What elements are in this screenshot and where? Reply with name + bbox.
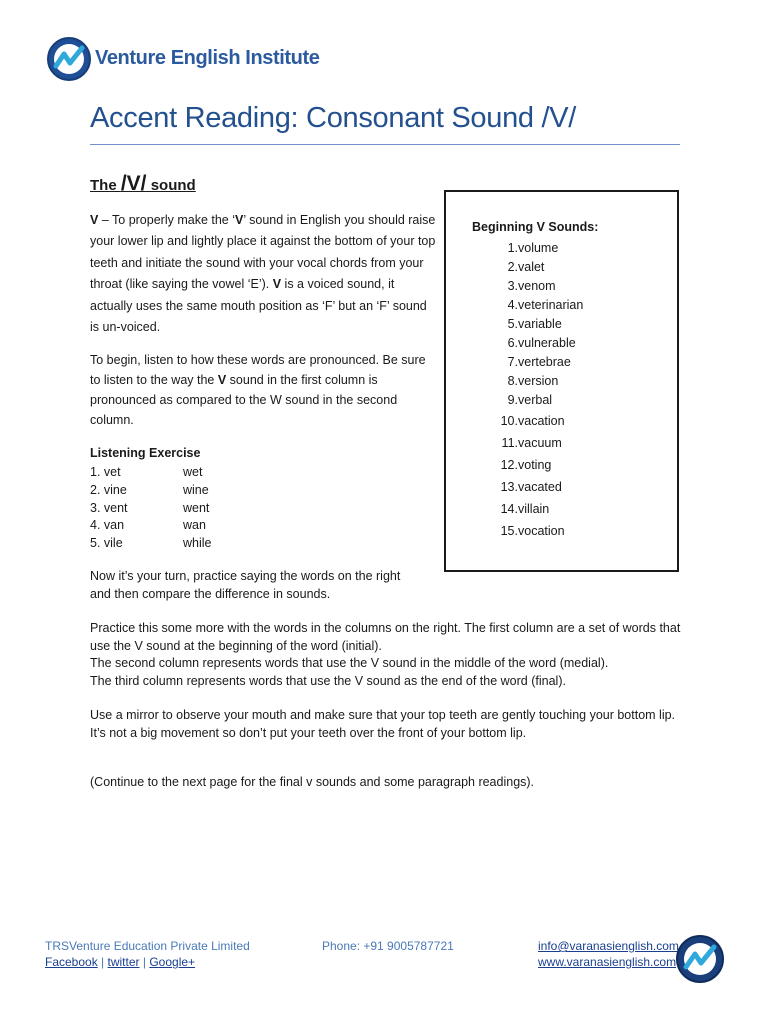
footer-phone: Phone: +91 9005787721 [322, 939, 454, 953]
turn-paragraph: Now it’s your turn, practice saying the words on the right and then compare the difference in sounds. [90, 569, 401, 601]
practice-line: The third column represents words that use the V sound as the end of the word (final). [90, 673, 566, 688]
facebook-link[interactable]: Facebook [45, 955, 98, 969]
word-list-box [444, 190, 679, 572]
listening-row: 3. vent went [90, 501, 210, 515]
intro-paragraph: V – To properly make the ‘V’ sound in English you should raise your lower lip and lightly place it against the bottom of your top teeth and initiate the sound with your vocal chords from your throat (like saying the vowel ‘E’). V is a voiced sound, it actually uses the same mouth position as ‘F’ but an ‘F’ sound is un-voiced. [90, 213, 436, 335]
listening-row: 4. van wan [90, 518, 206, 532]
practice-line: The second column represents words that use the V sound in the middle of the word (medial). [90, 656, 609, 670]
footer-company: TRSVenture Education Private Limited [45, 939, 250, 953]
website-link[interactable]: www.varanasienglish.com [538, 955, 677, 969]
page-title: Accent Reading: Consonant Sound /V/ [90, 102, 577, 134]
footer-social: Facebook | twitter | Google+ [45, 955, 196, 969]
practice-line: Practice this some more with the words in the columns on the right. The first column are a set of words that use the V sound at the beginning of the word (initial). [90, 621, 681, 653]
google-plus-link[interactable]: Google+ [149, 955, 196, 969]
practice-paragraph [90, 620, 690, 690]
logo-icon [46, 36, 92, 82]
title-divider [90, 144, 680, 145]
mirror-paragraph: Use a mirror to observe your mouth and make sure that your top teeth are gently touching your bottom lip. It’s not a big movement so don’t put your teeth over the front of your bottom lip. [90, 708, 676, 740]
email-link[interactable]: info@varanasienglish.com [538, 939, 679, 953]
listen-paragraph: To begin, listen to how these words are pronounced. Be sure to listen to the way the V sound in the first column is pronounced as compared to the W sound in the second column. [90, 353, 426, 427]
continue-note: (Continue to the next page for the final v sounds and some paragraph readings). [90, 775, 535, 789]
brand-name: Venture English Institute [95, 47, 320, 69]
twitter-link[interactable]: twitter [107, 955, 140, 969]
listening-row: 2. vine wine [90, 483, 209, 497]
listening-row: 1. vet wet [90, 465, 203, 479]
word-list-heading: Beginning V Sounds: [472, 220, 599, 234]
listening-row: 5. vile while [90, 536, 212, 550]
listening-heading: Listening Exercise [90, 446, 201, 460]
section-heading: The /V/ sound [90, 172, 196, 195]
footer-logo-icon [675, 934, 725, 984]
